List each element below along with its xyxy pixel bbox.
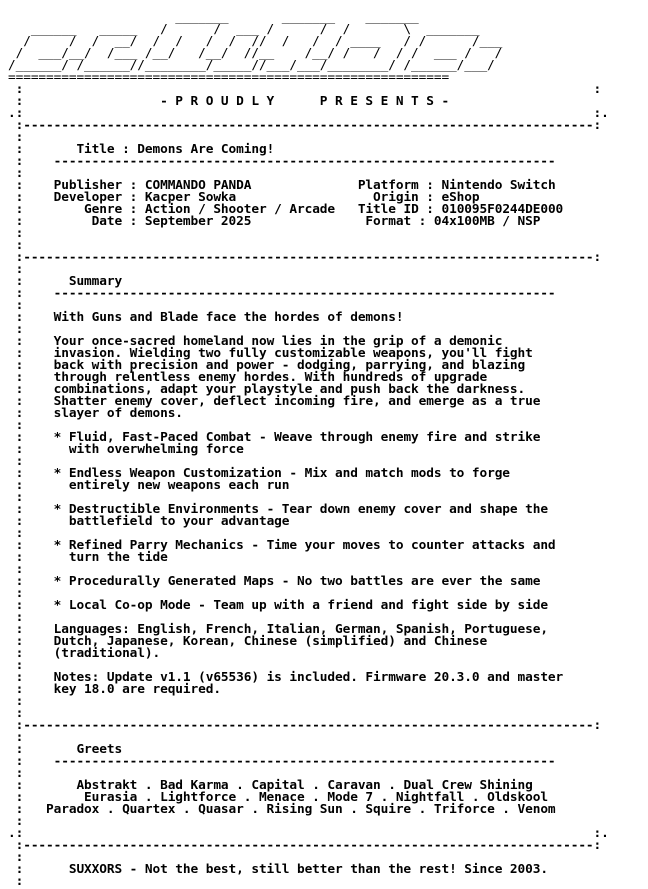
developer-line: Developer : Kacper Sowka bbox=[53, 190, 237, 205]
greets-line: Paradox . Quartex . Quasar . Rising Sun . Squire . Triforce . Venom bbox=[46, 802, 556, 817]
description-line: Your once-sacred homeland now lies in the grip of a demonic bbox=[53, 334, 503, 349]
languages-line: Languages: English, French, Italian, German, Spanish, Portuguese, bbox=[53, 622, 548, 637]
description-line: invasion. Wielding two fully customizable weapons, you'll fight bbox=[53, 346, 533, 361]
description-line: through relentless enemy hordes. With hundreds of upgrade bbox=[53, 370, 488, 385]
greets-line: Eurasia . Lightforce . Menace . Mode 7 . Nightfall . Oldskool bbox=[46, 790, 548, 805]
feature-item: with overwhelming force bbox=[53, 442, 244, 457]
date-line: Date : September 2025 bbox=[53, 214, 252, 229]
tagline: With Guns and Blade face the hordes of demons! bbox=[53, 310, 404, 325]
publisher-line: Publisher : COMMANDO PANDA bbox=[53, 178, 252, 193]
logo-art-line: /______/ /______//________/_____//___/___/________/ /______/___/ bbox=[8, 58, 495, 73]
group-logo-ascii-art bbox=[8, 12, 609, 84]
presents-banner: - P R O U D L Y P R E S E N T S - bbox=[160, 94, 450, 109]
format-line: Format : 04x100MB / NSP bbox=[350, 214, 541, 229]
greets-line: Abstrakt . Bad Karma . Capital . Caravan . Dual Crew Shining bbox=[53, 778, 533, 793]
title-id-line: Title ID : 010095F0244DE000 bbox=[357, 202, 564, 217]
feature-item: * Procedurally Generated Maps - No two battles are ever the same bbox=[53, 574, 541, 589]
feature-item: * Destructible Environments - Tear down enemy cover and shape the bbox=[53, 502, 548, 517]
footer-tagline: SUXXORS - Not the best, still better than the rest! Since 2003. bbox=[68, 862, 548, 877]
languages-line: Dutch, Japanese, Korean, Chinese (simplified) and Chinese bbox=[53, 634, 488, 649]
logo-art-line: ______ _____ / / ___ / / / \ _______ bbox=[8, 22, 480, 37]
notes-line: key 18.0 are required. bbox=[53, 682, 221, 697]
logo-art-line: / / / __/ / / / / // / / / ____ / / /___ bbox=[8, 34, 503, 49]
genre-line: Genre : Action / Shooter / Arcade bbox=[53, 202, 336, 217]
logo-art-line: / ___/__/ /___ /__/ /__/ //__ /__/ / / / / ___ / / bbox=[8, 46, 503, 61]
nfo-text: _______ _______ _______ ______ _____ / / ___ / / / \ _______ / / / __/ / / / / // / / / ____ / / /___ / ___/__/ /___ /__/ /__/ //__ /__/ / / / / ___ / / /______/ /______//________/_____//___/___/________/ /______/___/ ========================================================== : : : - P R O U D L Y P R E S E N T S - .: :. :---------------------------------------------------------------------------: : : Title : Demons Are Coming! : ------------------------------------------------------------------ : : Publisher : COMMANDO PANDA Platform : Nintendo Switch : Developer : Kacper Sowka Origin : eShop : Genre : Action / Shooter / Arcade Title ID : 010095F0244DE000 : Date : September 2025 Format : 04x100MB / NSP : : :---------------------------------------------------------------------------: : : Summary : ------------------------------------------------------------------ : : With Guns and Blade face the hordes of demons! : : Your once-sacred homeland now lies in the grip of a demonic : invasion. Wielding two fully customizable weapons, you'll fight : back with precision and power - dodging, parrying, and blazing : through relentless enemy hordes. With hundreds of upgrade : combinations, adapt your playstyle and push back the darkness. : Shatter enemy cover, deflect incoming fire, and emerge as a true : slayer of demons. : : * Fluid, Fast-Paced Combat - Weave through enemy fire and strike : with overwhelming force : : * Endless Weapon Customization - Mix and match mods to forge : entirely new weapons each run : : * Destructible Environments - Tear down enemy cover and shape the : battlefield to your advantage : : * Refined Parry Mechanics - Time your moves to counter attacks and : turn the tide : : * Procedurally Generated Maps - No two battles are ever the same : : * Local Co-op Mode - Team up with a friend and fight side by side : : Languages: English, French, Italian, German, Spanish, Portuguese, : Dutch, Japanese, Korean, Chinese (simplified) and Chinese : (traditional). : : Notes: Update v1.1 (v65536) is included. Firmware 20.3.0 and master : key 18.0 are required. : : :---------------------------------------------------------------------------: : : Greets : ------------------------------------------------------------------ : : Abstrakt . Bad Karma . Capital . Caravan . Dual Crew Shining : Eurasia . Lightforce . Menace . Mode 7 . Nightfall . Oldskool : Paradox . Quartex . Quasar . Rising Sun . Squire . Triforce . Venom : .: :. :---------------------------------------------------------------------------: : : SUXXORS - Not the best, still better than the rest! Since 2003. : bbox=[8, 10, 609, 889]
languages-line: (traditional). bbox=[53, 646, 161, 661]
platform-line: Platform : Nintendo Switch bbox=[357, 178, 556, 193]
origin-line: Origin : eShop bbox=[357, 190, 480, 205]
logo-art-line: _______ _______ _______ bbox=[8, 10, 419, 25]
notes-line: Notes: Update v1.1 (v65536) is included. Firmware 20.3.0 and master bbox=[53, 670, 564, 685]
description-line: slayer of demons. bbox=[53, 406, 183, 421]
description-line: Shatter enemy cover, deflect incoming fire, and emerge as a true bbox=[53, 394, 541, 409]
feature-item: * Endless Weapon Customization - Mix and match mods to forge bbox=[53, 466, 510, 481]
description-line: combinations, adapt your playstyle and push back the darkness. bbox=[53, 382, 526, 397]
logo-art-line: ========================================================== bbox=[8, 70, 450, 85]
title-line: Title : Demons Are Coming! bbox=[76, 142, 275, 157]
feature-item: * Refined Parry Mechanics - Time your moves to counter attacks and bbox=[53, 538, 556, 553]
feature-item: entirely new weapons each run bbox=[53, 478, 290, 493]
feature-item: battlefield to your advantage bbox=[53, 514, 290, 529]
description-line: back with precision and power - dodging, parrying, and blazing bbox=[53, 358, 526, 373]
feature-item: turn the tide bbox=[53, 550, 168, 565]
greets-heading: Greets bbox=[76, 742, 123, 757]
feature-item: * Local Co-op Mode - Team up with a friend and fight side by side bbox=[53, 598, 548, 613]
summary-heading: Summary bbox=[68, 274, 123, 289]
feature-item: * Fluid, Fast-Paced Combat - Weave through enemy fire and strike bbox=[53, 430, 541, 445]
